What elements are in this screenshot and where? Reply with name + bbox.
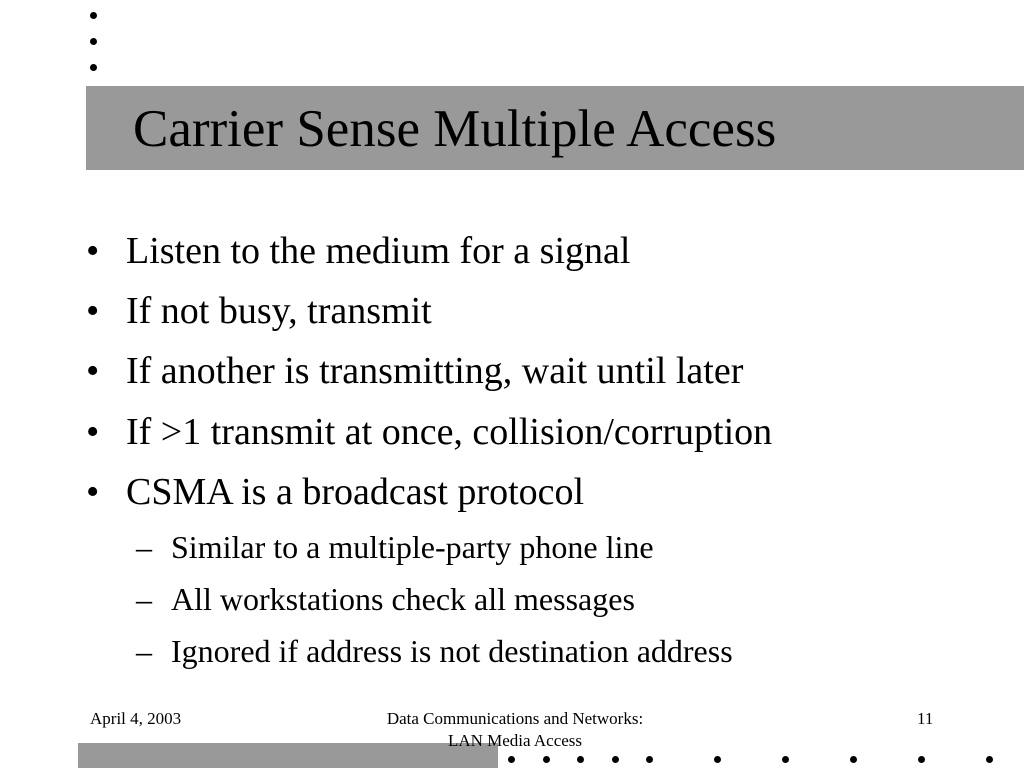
decorative-dot bbox=[714, 756, 721, 763]
slide-title: Carrier Sense Multiple Access bbox=[133, 100, 777, 158]
footer-course-line1: Data Communications and Networks: bbox=[386, 709, 644, 728]
bullet-marker: • bbox=[86, 290, 100, 332]
footer-date: April 4, 2003 bbox=[90, 709, 182, 728]
sub-bullet-marker: – bbox=[136, 529, 152, 565]
sub-bullet-marker: – bbox=[136, 581, 152, 617]
bullet-text: CSMA is a broadcast protocol bbox=[126, 471, 585, 513]
decorative-dot bbox=[508, 756, 515, 763]
sub-bullet-text: Similar to a multiple-party phone line bbox=[171, 529, 654, 565]
bullet-marker: • bbox=[86, 471, 100, 513]
decorative-dot bbox=[543, 756, 550, 763]
decorative-dot bbox=[90, 64, 97, 71]
footer-page-number: 11 bbox=[917, 709, 934, 728]
decorative-dot bbox=[577, 756, 584, 763]
decorative-dot bbox=[986, 756, 993, 763]
footer-course bbox=[355, 708, 675, 752]
sub-bullet-marker: – bbox=[136, 633, 152, 669]
bullet-text: Listen to the medium for a signal bbox=[126, 230, 631, 272]
bullet-marker: • bbox=[86, 230, 100, 272]
sub-bullet-text: All workstations check all messages bbox=[171, 581, 635, 617]
decorative-dot bbox=[850, 756, 857, 763]
bullet-text: If another is transmitting, wait until later bbox=[126, 350, 744, 392]
sub-bullet-text: Ignored if address is not destination address bbox=[171, 633, 733, 669]
bullet-text: If >1 transmit at once, collision/corruption bbox=[126, 411, 773, 453]
decorative-dot bbox=[646, 756, 653, 763]
decorative-dot bbox=[90, 12, 97, 19]
footer-course-line2: LAN Media Access bbox=[447, 731, 583, 751]
bullet-text: If not busy, transmit bbox=[126, 290, 432, 332]
bullet-marker: • bbox=[86, 350, 100, 392]
decorative-dot bbox=[918, 756, 925, 763]
bullet-marker: • bbox=[86, 411, 100, 453]
decorative-dot bbox=[612, 756, 619, 763]
decorative-dot bbox=[90, 38, 97, 45]
decorative-dot bbox=[782, 756, 789, 763]
